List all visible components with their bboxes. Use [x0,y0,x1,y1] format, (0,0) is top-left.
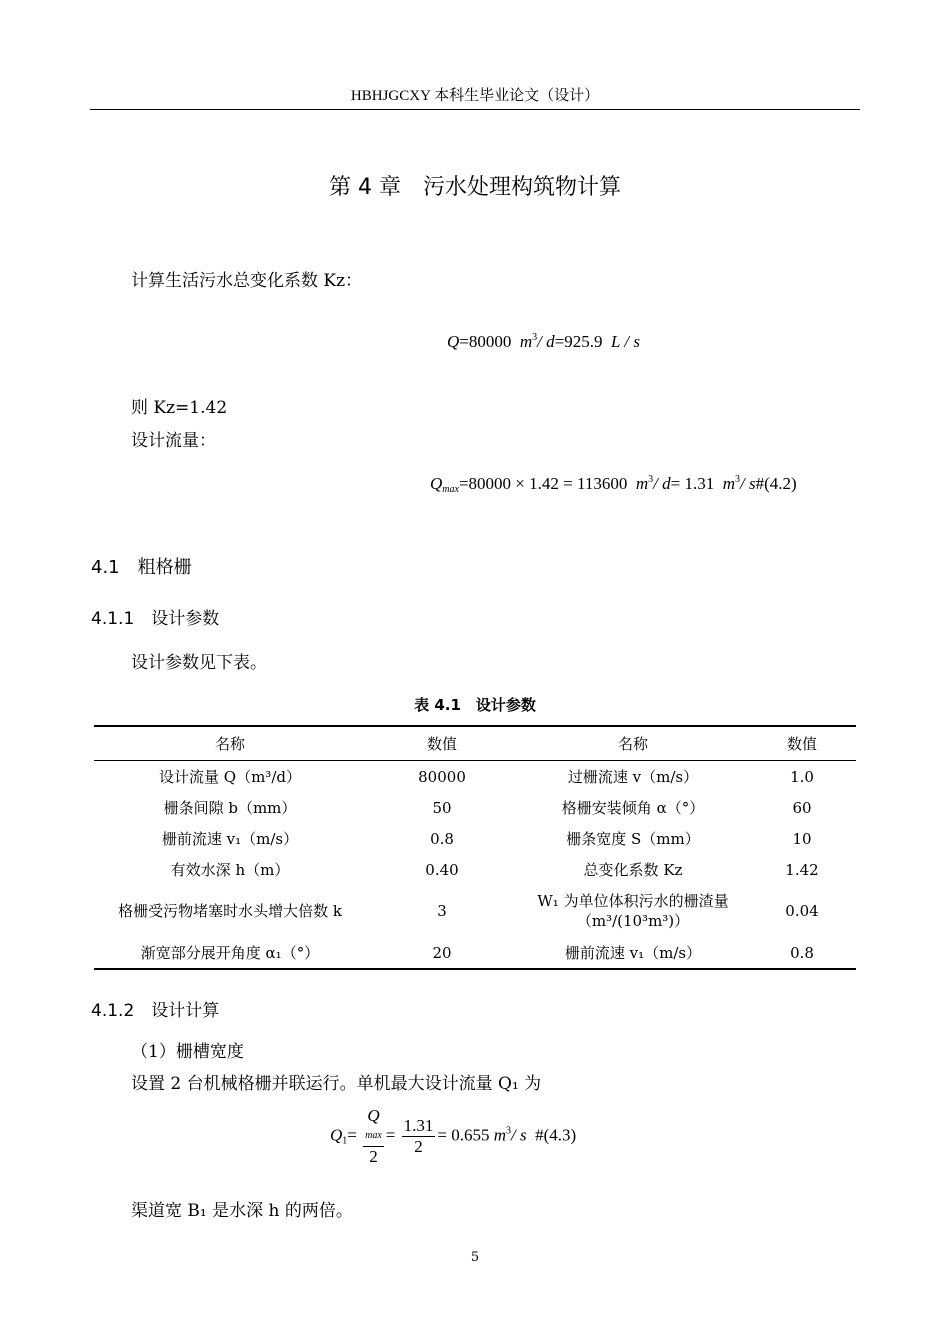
table-cell: 3 [437,902,447,920]
para-b1: 渠道宽 B₁ 是水深 h 的两倍。 [131,1201,353,1221]
table-cell: 格栅受污物堵塞时水头增大倍数 k [118,902,342,920]
eq3-result: = 0.655 [437,1125,490,1145]
table-cell: 设计流量 Q（m³/d） [159,767,301,786]
table-row [94,761,856,793]
eq3-frac1-num-sub: max [365,1130,382,1141]
table-header-cell: 数值 [748,726,856,761]
eq1-value2: =925.9 [554,332,603,351]
table-cell: 0.40 [425,860,459,879]
table-cell: 60 [792,798,812,817]
table-cell: 1.42 [785,860,819,879]
table-header-cell: 数值 [366,726,518,761]
eq3-lhs: Q [330,1125,343,1145]
eq1-unit1-tail: / d [537,332,555,351]
table-cell: 0.04 [785,902,819,920]
para-q1: 设置 2 台机械格栅并联运行。单机最大设计流量 Q₁ 为 [131,1074,542,1094]
eq3-unit-base: m [493,1125,507,1145]
table-row [94,937,856,969]
eq3-fraction-1 [363,1106,384,1167]
table-cell: 80000 [418,767,466,786]
section-heading-4-1-2: 4.1.2 设计计算 [91,1001,220,1021]
table-cell: 过栅流速 v（m/s） [567,767,699,786]
table-row [94,823,856,854]
page-header: HBHJGCXY 本科生毕业论文（设计） [90,84,860,110]
eq2-unit1-base: m [635,474,649,493]
eq3-fraction-2 [402,1116,436,1157]
eq2-tag: #(4.2) [755,474,797,493]
eq1-unit2: L / s [610,332,640,351]
table-cell: 20 [432,943,452,962]
eq3-frac1-num: Q [367,1106,380,1125]
eq2-value2: = 1.31 [670,474,715,493]
table-cell: 栅条间隙 b（mm） [163,798,297,817]
table-header-cell: 名称 [518,726,748,761]
design-parameters-table [94,725,856,970]
table-cell: 栅条宽度 S（mm） [566,829,700,848]
table-cell: 栅前流速 v₁（m/s） [564,943,702,962]
eq2-lhs-sub: max [442,484,459,495]
chapter-title: 第 4 章 污水处理构筑物计算 [329,175,621,200]
table-cell: 10 [792,829,812,848]
table-cell: 栅前流速 v₁（m/s） [161,829,299,848]
table-cell: 渐宽部分展开角度 α₁（°） [140,943,320,962]
eq2-unit1-exp: 3 [648,474,654,485]
table-caption: 表 4.1 设计参数 [414,696,536,714]
table-cell: 0.8 [790,943,814,962]
eq1-unit1-exp: 3 [532,332,538,343]
table-row [94,854,856,885]
eq1-lhs: Q [447,332,460,351]
eq2-unit2-base: m [722,474,735,493]
section-heading-4-1-1: 4.1.1 设计参数 [91,609,220,629]
eq3-lhs-sub: 1 [342,1135,348,1147]
eq1-unit1-base: m [519,332,533,351]
table-cell: 0.8 [430,829,454,848]
eq2-lhs: Q [430,474,443,493]
table-header-cell: 名称 [94,726,366,761]
eq3-unit-exp: 3 [506,1125,512,1137]
table-cell: 总变化系数 Kz [583,860,683,879]
intro-text: 计算生活污水总变化系数 Kz： [131,271,363,291]
table-cell: 50 [432,798,452,817]
item-1-heading: （1）栅槽宽度 [131,1042,244,1062]
equation-q1: $Q_1=$ Q max 2 = $\frac{1.31}{2}$ = 0.655 $m^3/$ s #(4.3) [330,1106,577,1166]
table-cell: 格栅安装倾角 α（°） [561,798,705,817]
eq3-frac1-den: 2 [369,1147,378,1166]
param-intro: 设计参数见下表。 [131,653,267,673]
table-cell: W₁ 为单位体积污水的栅渣量（m³/(10³m³)） [537,892,729,930]
eq3-unit-tail: / s [511,1125,527,1145]
equation-design-flow [430,474,797,495]
eq3-tag: #(4.3) [535,1125,577,1145]
equation-flow [447,332,640,352]
eq2-unit2-tail: / s [739,474,756,493]
eq2-unit1-tail: / d [653,474,671,493]
page-number: 5 [470,1250,480,1265]
eq3-frac2-den: 2 [414,1137,423,1156]
table-row [94,792,856,823]
table-cell: 有效水深 h（m） [170,860,290,879]
design-flow-label: 设计流量： [131,431,216,451]
table-row [94,885,856,937]
kz-text: 则 Kz=1.42 [131,398,228,418]
table-cell: 1.0 [790,767,814,786]
eq3-frac2-num: 1.31 [403,1116,434,1135]
eq2-unit2-exp: 3 [734,474,740,485]
eq1-value1: =80000 [459,332,512,351]
table-header-row [94,726,856,761]
eq2-expr: =80000 × 1.42 = 113600 [458,474,628,493]
section-heading-4-1: 4.1 粗格栅 [91,557,192,578]
